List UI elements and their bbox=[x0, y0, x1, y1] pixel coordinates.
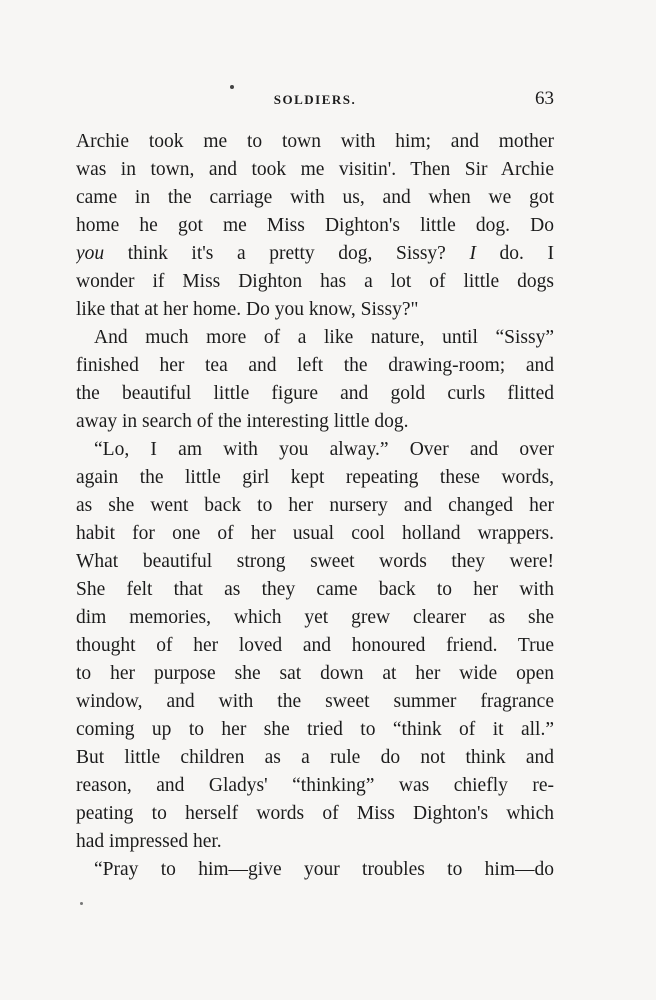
page-header bbox=[76, 88, 554, 114]
text-line: coming up to her she tried to “think of it all.” bbox=[76, 719, 554, 740]
text-line: habit for one of her usual cool holland wrappers. bbox=[76, 523, 554, 544]
text-line: finished her tea and left the drawing-room; and bbox=[76, 355, 554, 376]
text-line: you think it's a pretty dog, Sissy? I do. I bbox=[76, 243, 554, 264]
text-line: thought of her loved and honoured friend. True bbox=[76, 635, 554, 656]
text-line: like that at her home. Do you know, Sissy?" bbox=[76, 299, 419, 320]
text-line: What beautiful strong sweet words they were! bbox=[76, 551, 554, 572]
text-line: But little children as a rule do not think and bbox=[76, 747, 554, 768]
text-line: came in the carriage with us, and when we got bbox=[76, 187, 554, 208]
text-line: window, and with the sweet summer fragrance bbox=[76, 691, 554, 712]
text-line: Archie took me to town with him; and mother bbox=[76, 131, 554, 152]
text-line: dim memories, which yet grew clearer as she bbox=[76, 607, 554, 628]
text-line: peating to herself words of Miss Dighton's which bbox=[76, 803, 554, 824]
text-line: wonder if Miss Dighton has a lot of little dogs bbox=[76, 271, 554, 292]
text-line: “Pray to him—give your troubles to him—do bbox=[94, 859, 554, 880]
page-number: 63 bbox=[535, 88, 554, 109]
text-line: as she went back to her nursery and changed her bbox=[76, 495, 554, 516]
text-line: home he got me Miss Dighton's little dog. Do bbox=[76, 215, 554, 236]
text-line: the beautiful little figure and gold curls flitted bbox=[76, 383, 554, 404]
text-line: “Lo, I am with you alway.” Over and over bbox=[94, 439, 554, 460]
text-line: reason, and Gladys' “thinking” was chiefly re- bbox=[76, 775, 554, 796]
body-text bbox=[76, 128, 554, 884]
text-line: again the little girl kept repeating these words, bbox=[76, 467, 554, 488]
text-line: was in town, and took me visitin'. Then Sir Archie bbox=[76, 159, 554, 180]
text-line: to her purpose she sat down at her wide open bbox=[76, 663, 554, 684]
text-line: And much more of a like nature, until “Sissy” bbox=[94, 327, 554, 348]
text-line: She felt that as they came back to her with bbox=[76, 579, 554, 600]
text-line: away in search of the interesting little dog. bbox=[76, 411, 409, 432]
running-head: SOLDIERS. bbox=[273, 92, 357, 107]
ink-speck bbox=[80, 902, 83, 905]
text-line: had impressed her. bbox=[76, 831, 222, 852]
